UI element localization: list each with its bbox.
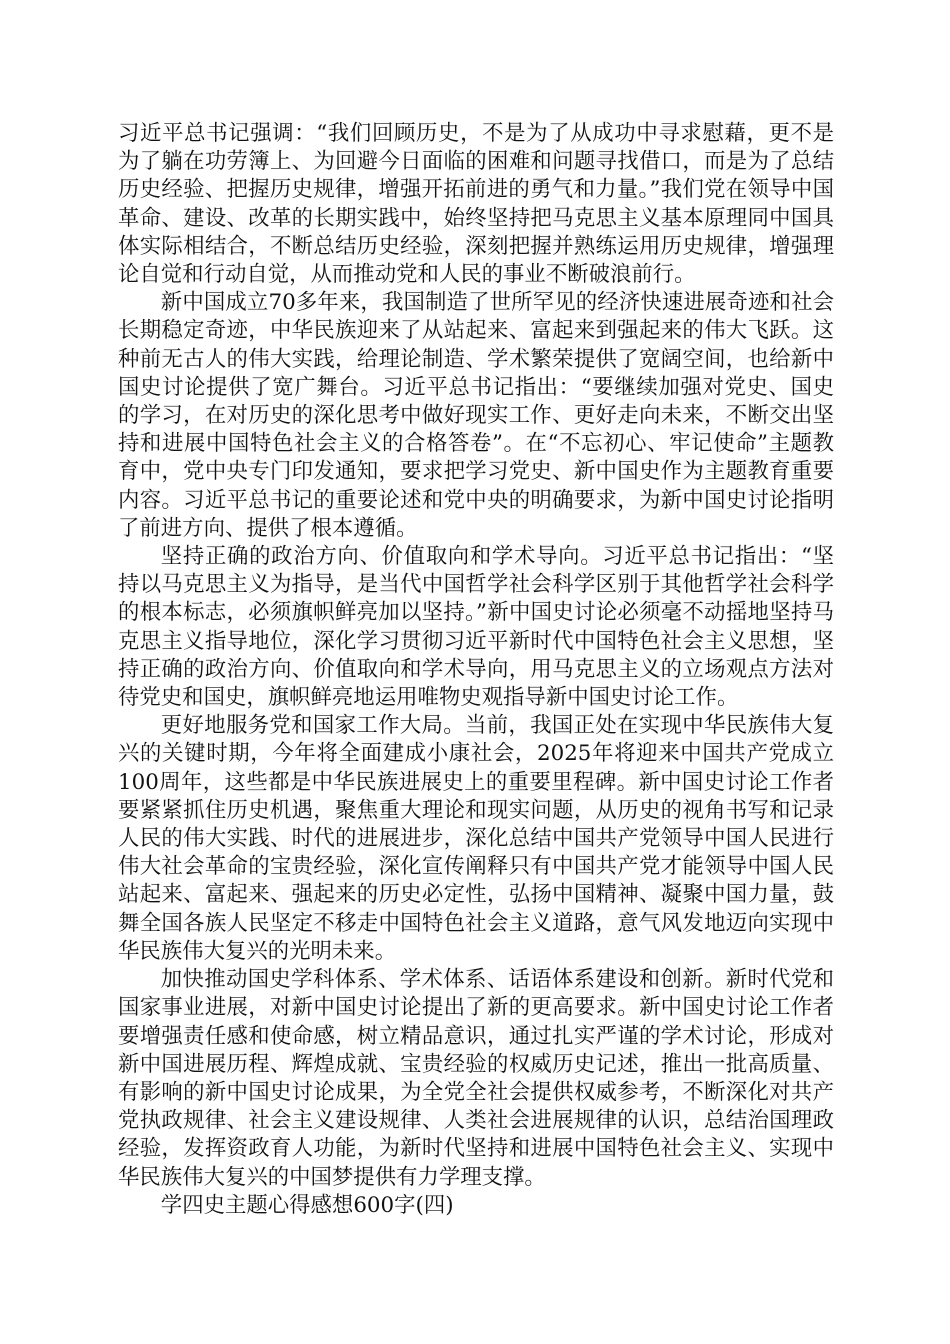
paragraph-political-direction: 坚持正确的政治方向、价值取向和学术导向。习近平总书记指出：“坚持以马克思主义为指导，是当代中国哲学社会科学区别于其他哲学社会科学的根本标志，必须旗帜鲜亮加以坚持。”新中国史讨论必须毫不动摇地坚持马克思主义指导地位，深化学习贯彻习近平新时代中国特色社会主义思想，坚持正确的政治方向、价值取向和学术导向，用马克思主义的立场观点方法对待党史和国史，旗帜鲜亮地运用唯物史观指导新中国史讨论工作。 <box>118 544 834 711</box>
paragraph-discipline-system: 加快推动国史学科体系、学术体系、话语体系建设和创新。新时代党和国家事业进展，对新中国史讨论提出了新的更高要求。新中国史讨论工作者要增强责任感和使命感，树立精品意识，通过扎实严谨的学术讨论，形成对新中国进展历程、辉煌成就、宝贵经验的权威历史记述，推出一批高质量、有影响的新中国史讨论成果，为全党全社会提供权威参考，不断深化对共产党执政规律、社会主义建设规律、人类社会进展规律的认识，总结治国理政经验，发挥资政育人功能，为新时代坚持和进展中国特色社会主义、实现中华民族伟大复兴的中国梦提供有力学理支撑。 <box>118 967 834 1190</box>
document-body <box>118 120 834 1220</box>
paragraph-70-years: 新中国成立70多年来，我国制造了世所罕见的经济快速进展奇迹和社会长期稳定奇迹，中华民族迎来了从站起来、富起来到强起来的伟大飞跃。这种前无古人的伟大实践，给理论制造、学术繁荣提供了宽阔空间，也给新中国史讨论提供了宽广舞台。习近平总书记指出：“要继续加强对党史、国史的学习，在对历史的深化思考中做好现实工作、更好走向未来，不断交出坚持和进展中国特色社会主义的合格答卷”。在“不忘初心、牢记使命”主题教育中，党中央专门印发通知，要求把学习党史、新中国史作为主题教育重要内容。习近平总书记的重要论述和党中央的明确要求，为新中国史讨论指明了前进方向、提供了根本遵循。 <box>118 290 834 541</box>
section-heading-part-four: 学四史主题心得感想600字(四) <box>160 1192 454 1218</box>
paragraph-serve-overall: 更好地服务党和国家工作大局。当前，我国正处在实现中华民族伟大复兴的关键时期，今年将全面建成小康社会，2025年将迎来中国共产党成立100周年，这些都是中华民族进展史上的重要里程碑。新中国史讨论工作者要紧紧抓住历史机遇，聚焦重大理论和现实问题，从历史的视角书写和记录人民的伟大实践、时代的进展进步，深化总结中国共产党领导中国人民进行伟大社会革命的宝贵经验，深化宣传阐释只有中国共产党才能领导中国人民站起来、富起来、强起来的历史必定性，弘扬中国精神、凝聚中国力量，鼓舞全国各族人民坚定不移走中国特色社会主义道路，意气风发地迈向实现中华民族伟大复兴的光明未来。 <box>118 713 834 964</box>
paragraph-intro-quote: 习近平总书记强调：“我们回顾历史，不是为了从成功中寻求慰藉，更不是为了躺在功劳簿上、为回避今日面临的困难和问题寻找借口，而是为了总结历史经验、把握历史规律，增强开拓前进的勇气和力量。”我们党在领导中国革命、建设、改革的长期实践中，始终坚持把马克思主义基本原理同中国具体实际相结合，不断总结历史经验，深刻把握并熟练运用历史规律，增强理论自觉和行动自觉，从而推动党和人民的事业不断破浪前行。 <box>118 121 834 288</box>
